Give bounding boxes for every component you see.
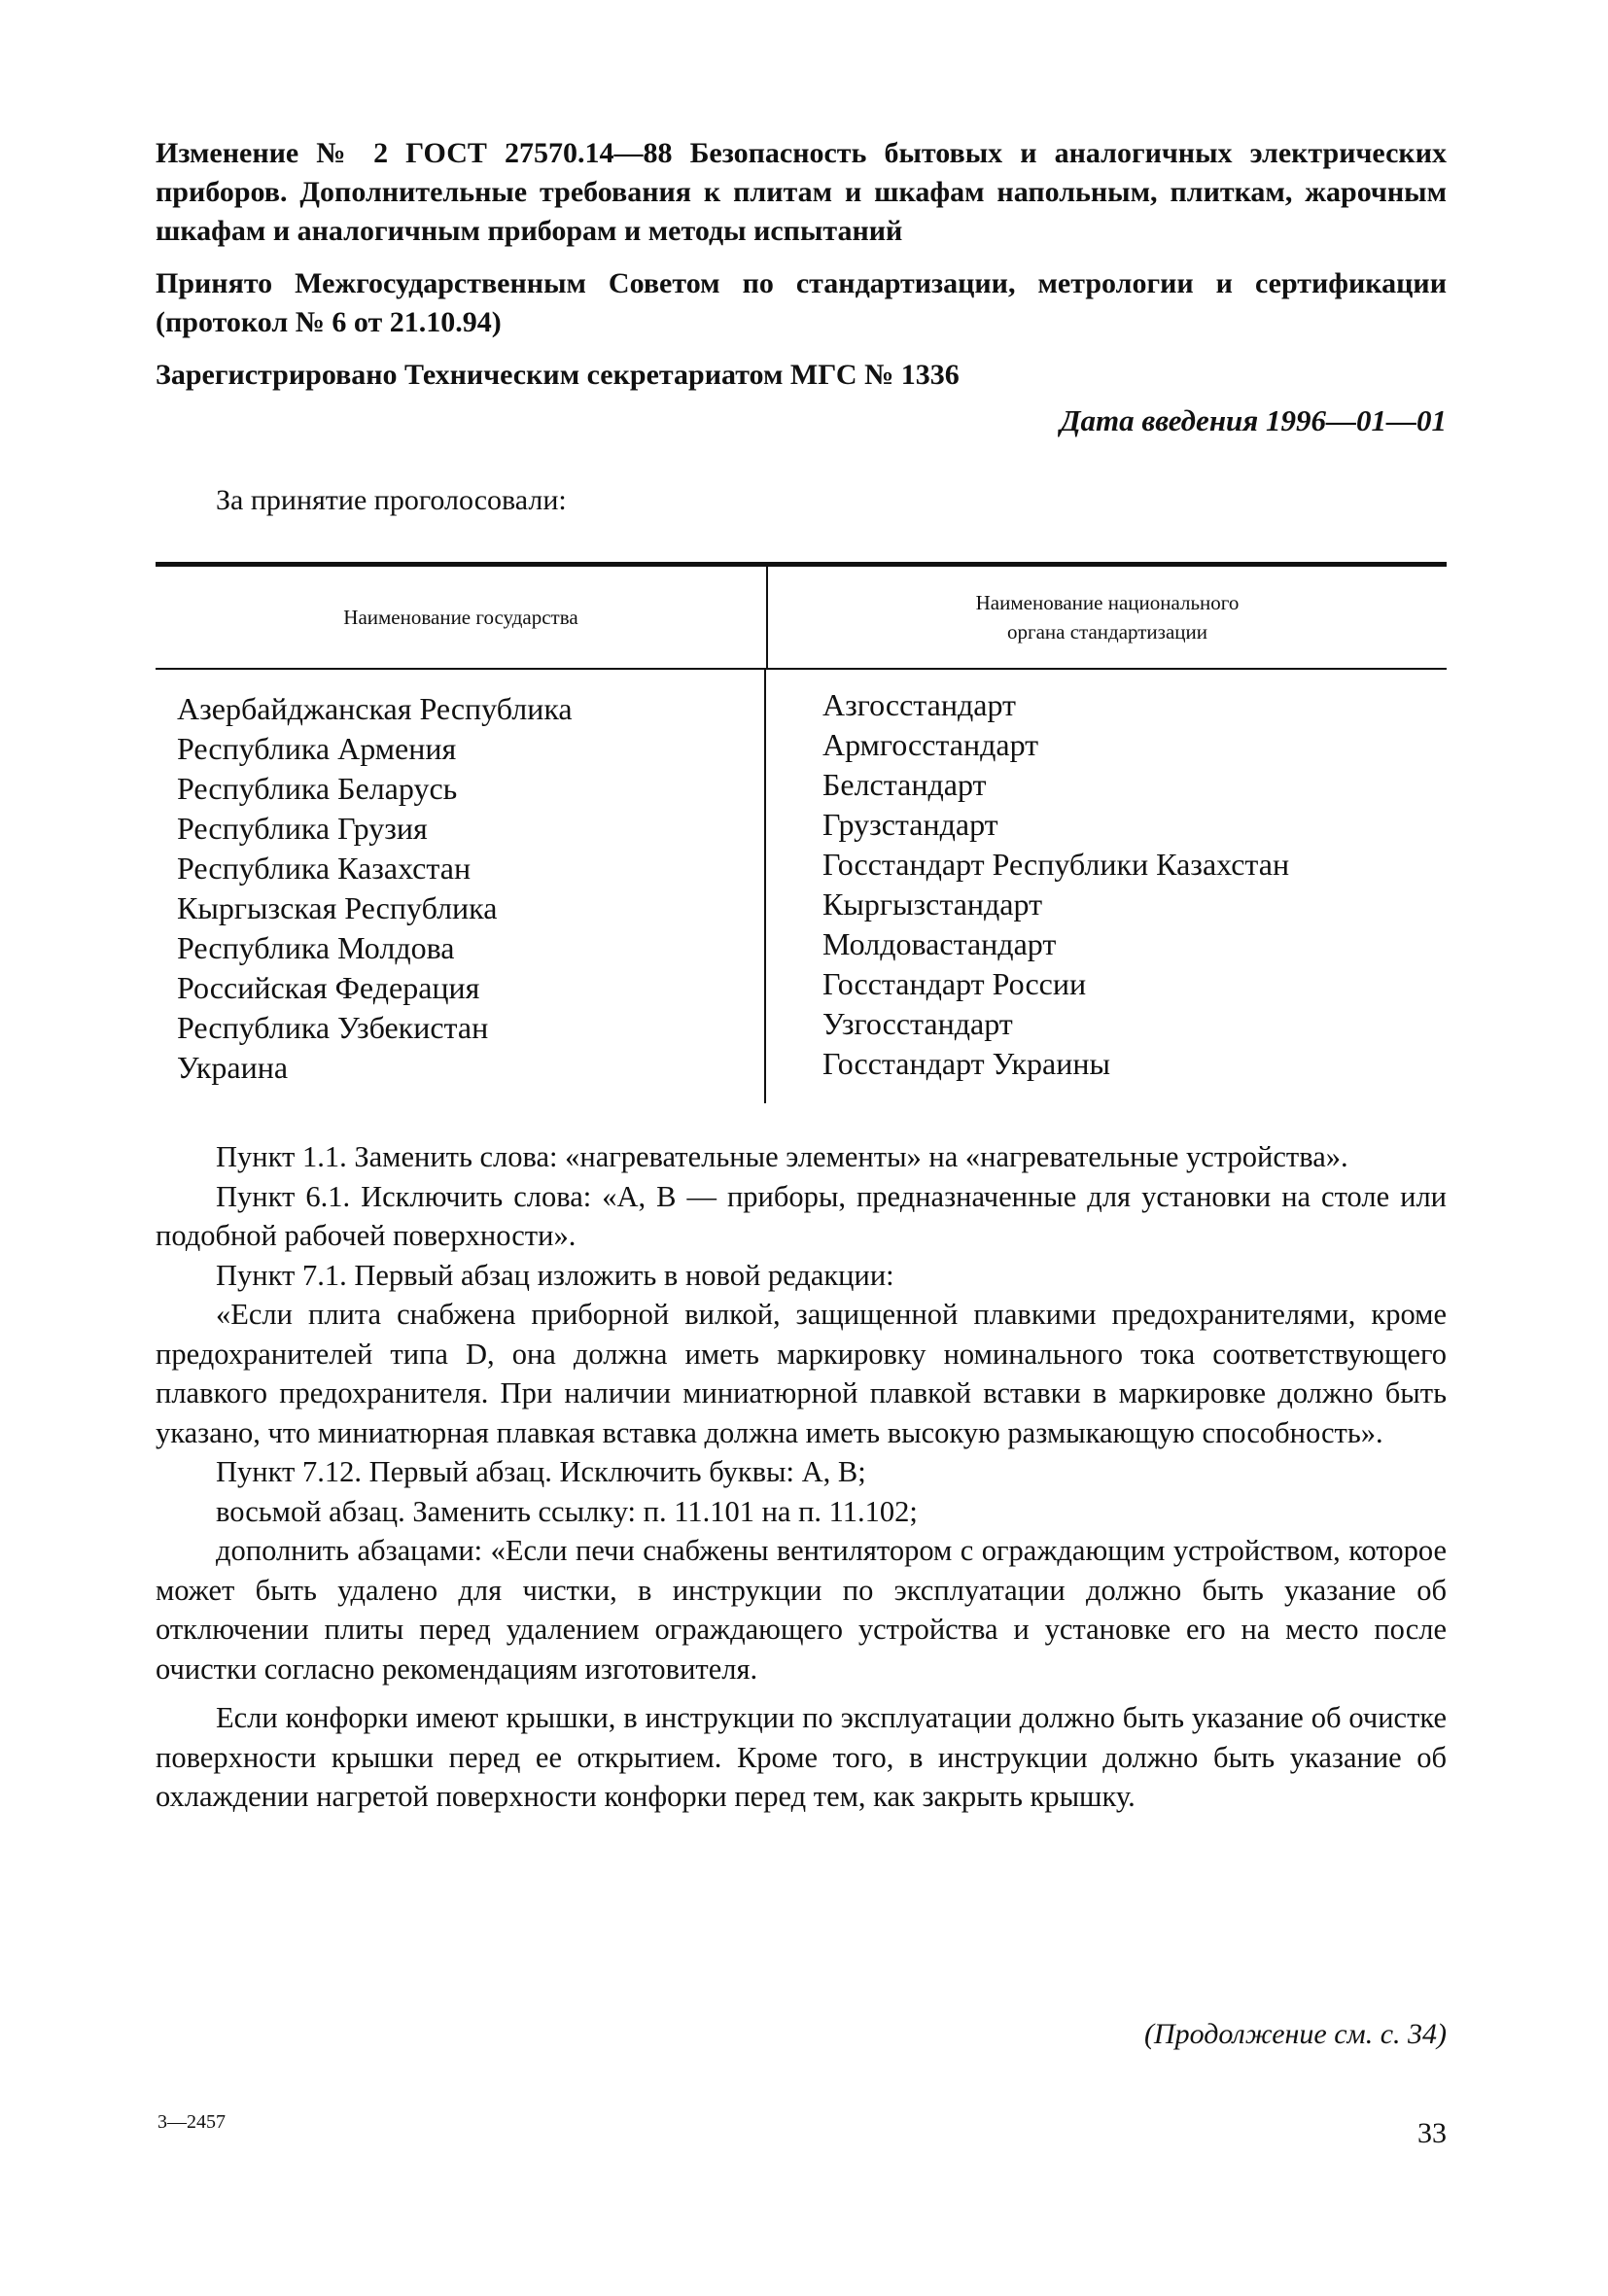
state-cell: Республика Молдова bbox=[177, 930, 455, 965]
body-cell: Госстандарт Республики Казахстан bbox=[822, 847, 1290, 882]
voted-label: За принятие проголосовали: bbox=[216, 484, 567, 516]
body-cell: Госстандарт Украины bbox=[822, 1046, 1110, 1081]
paragraph-6-1: Пункт 6.1. Исключить слова: «А, В — приборы, предназначенные для установки на столе или подобной рабочей поверхности». bbox=[156, 1179, 1447, 1252]
paragraph-7-12-burner-lids: Если конфорки имеют крышки, в инструкции по эксплуатации должно быть указание об очистке поверхности крышки перед ее открытием. Кроме того, в инструкции должно быть указание об охлаждении нагретой поверхности конфорки перед тем, как закрыть крышку. bbox=[156, 1701, 1447, 1813]
state-cell: Украина bbox=[177, 1050, 289, 1085]
paragraph-1-1: Пункт 1.1. Заменить слова: «нагревательные элементы» на «нагревательные устройства». bbox=[216, 1140, 1348, 1173]
body-cell: Армгосстандарт bbox=[822, 727, 1039, 762]
state-cell: Республика Армения bbox=[177, 731, 457, 766]
voting-table bbox=[156, 562, 1447, 1103]
amendment-title: Изменение № 2 ГОСТ 27570.14—88 Безопасность бытовых и аналогичных электрических приборов. Дополнительные требования к плитам и шкафам напольным, плиткам, жарочным шкафам и аналогичным приборам и методы испытаний bbox=[156, 137, 1447, 247]
paragraph-7-1: Пункт 7.1. Первый абзац изложить в новой редакции: bbox=[216, 1258, 894, 1292]
paragraph-7-12: Пункт 7.12. Первый абзац. Исключить буквы: А, В; bbox=[216, 1455, 866, 1488]
column-header-body-line1: Наименование национального bbox=[975, 591, 1240, 614]
column-header-body bbox=[768, 567, 1447, 668]
body-cell: Госстандарт России bbox=[822, 966, 1087, 1001]
document-code: 3—2457 bbox=[157, 2111, 226, 2133]
registration-statement: Зарегистрировано Техническим секретариатом МГС № 1336 bbox=[156, 359, 960, 391]
body-cell: Молдовастандарт bbox=[822, 926, 1057, 961]
body-cell: Азгосстандарт bbox=[822, 687, 1017, 722]
header-block bbox=[156, 134, 1447, 408]
state-column bbox=[156, 670, 766, 1103]
adopted-statement: Принято Межгосударственным Советом по стандартизации, метрологии и сертификации (протокол № 6 от 21.10.94) bbox=[156, 267, 1447, 338]
effective-date: Дата введения 1996—01—01 bbox=[1060, 403, 1447, 437]
standards-body-column bbox=[766, 670, 1447, 1103]
state-cell: Азербайджанская Республика bbox=[177, 691, 573, 726]
continuation-note: (Продолжение см. с. 34) bbox=[1143, 2018, 1447, 2050]
state-cell: Республика Грузия bbox=[177, 811, 428, 846]
page-number: 33 bbox=[1417, 2117, 1447, 2149]
state-cell: Республика Казахстан bbox=[177, 851, 472, 886]
table-body bbox=[156, 670, 1447, 1103]
table-header bbox=[156, 567, 1447, 670]
paragraph-7-1-text: «Если плита снабжена приборной вилкой, защищенной плавкими предохранителями, кроме предохранителей типа D, она должна иметь маркировку номинального тока соответствующего плавкого предохранителя. При наличии миниатюрной плавкой вставки в маркировке должно быть указано, что миниатюрная плавкая вставка должна иметь высокую размыкающую способность». bbox=[156, 1298, 1447, 1449]
column-header-state: Наименование государства bbox=[156, 567, 768, 668]
state-cell: Российская Федерация bbox=[177, 970, 480, 1005]
body-cell: Кыргызстандарт bbox=[822, 887, 1043, 922]
state-cell: Кыргызская Республика bbox=[177, 890, 498, 925]
state-cell: Республика Узбекистан bbox=[177, 1010, 489, 1045]
body-cell: Белстандарт bbox=[822, 767, 987, 802]
column-header-body-line2: органа стандартизации bbox=[1006, 620, 1208, 644]
amendment-body bbox=[156, 1137, 1447, 1817]
paragraph-7-12-eighth: восьмой абзац. Заменить ссылку: п. 11.101 на п. 11.102; bbox=[216, 1494, 918, 1528]
state-cell: Республика Беларусь bbox=[177, 771, 458, 806]
body-cell: Узгосстандарт bbox=[822, 1006, 1013, 1041]
body-cell: Грузстандарт bbox=[822, 807, 998, 842]
paragraph-7-12-supplement: дополнить абзацами: «Если печи снабжены вентилятором с ограждающим устройством, которое может быть удалено для чистки, в инструкции по эксплуатации должно быть указание об отключении плиты перед удалением ограждающего устройства и установке его на место после очистки согласно рекомендациям изготовителя. bbox=[156, 1534, 1447, 1686]
